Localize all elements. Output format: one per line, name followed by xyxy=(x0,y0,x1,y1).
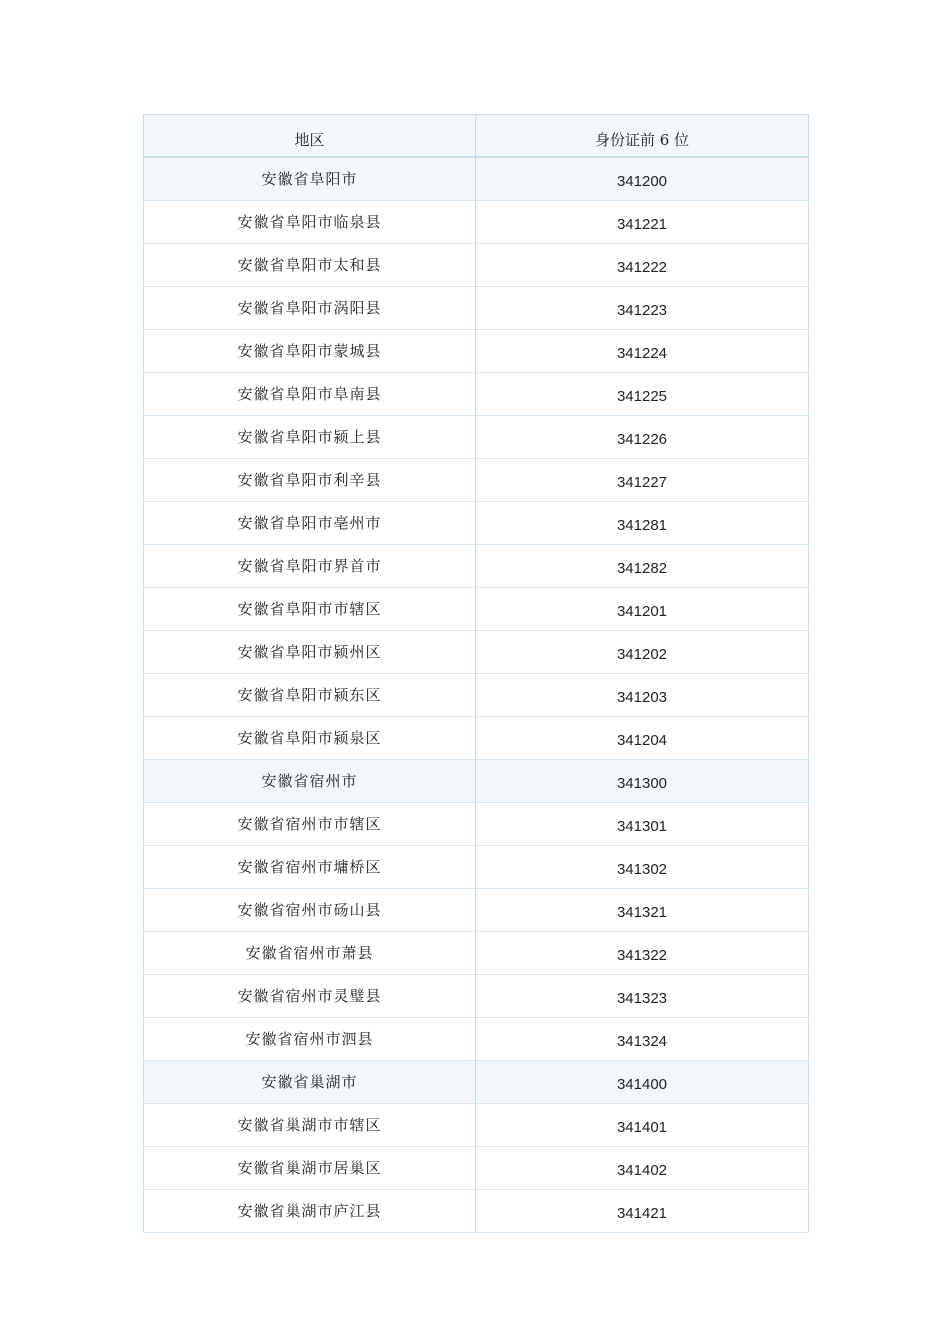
region-cell: 安徽省阜阳市临泉县 xyxy=(144,200,476,243)
table-row xyxy=(144,1189,809,1232)
id-prefix-cell: 341400 xyxy=(476,1060,809,1103)
id-prefix-cell: 341323 xyxy=(476,974,809,1017)
region-code-table xyxy=(143,114,809,1233)
region-cell: 安徽省巢湖市庐江县 xyxy=(144,1189,476,1232)
id-prefix-cell: 341301 xyxy=(476,802,809,845)
region-cell: 安徽省宿州市 xyxy=(144,759,476,802)
table-row xyxy=(144,716,809,759)
table-body xyxy=(144,157,809,1233)
region-cell: 安徽省阜阳市涡阳县 xyxy=(144,286,476,329)
table-row xyxy=(144,458,809,501)
id-prefix-cell: 341200 xyxy=(476,157,809,201)
id-prefix-cell: 341321 xyxy=(476,888,809,931)
table-row xyxy=(144,888,809,931)
table-row xyxy=(144,802,809,845)
id-prefix-cell: 341204 xyxy=(476,716,809,759)
id-prefix-cell: 341227 xyxy=(476,458,809,501)
table-row xyxy=(144,286,809,329)
region-cell: 安徽省阜阳市颍上县 xyxy=(144,415,476,458)
table-row-city xyxy=(144,157,809,201)
id-prefix-cell: 341223 xyxy=(476,286,809,329)
table-row xyxy=(144,1146,809,1189)
id-prefix-cell: 341203 xyxy=(476,673,809,716)
table-row xyxy=(144,845,809,888)
id-prefix-cell: 341226 xyxy=(476,415,809,458)
id-prefix-cell: 341401 xyxy=(476,1103,809,1146)
id-prefix-cell: 341282 xyxy=(476,544,809,587)
table-row xyxy=(144,415,809,458)
table-row xyxy=(144,329,809,372)
region-cell: 安徽省阜阳市太和县 xyxy=(144,243,476,286)
table-row xyxy=(144,501,809,544)
region-cell: 安徽省阜阳市阜南县 xyxy=(144,372,476,415)
id-prefix-cell: 341225 xyxy=(476,372,809,415)
region-cell: 安徽省阜阳市 xyxy=(144,157,476,201)
region-cell: 安徽省宿州市市辖区 xyxy=(144,802,476,845)
table-row xyxy=(144,587,809,630)
table-row xyxy=(144,1017,809,1060)
id-prefix-cell: 341421 xyxy=(476,1189,809,1232)
region-cell: 安徽省宿州市砀山县 xyxy=(144,888,476,931)
id-prefix-cell: 341221 xyxy=(476,200,809,243)
region-column-header: 地区 xyxy=(144,115,476,157)
region-cell: 安徽省巢湖市居巢区 xyxy=(144,1146,476,1189)
id-prefix-cell: 341201 xyxy=(476,587,809,630)
id-prefix-cell: 341224 xyxy=(476,329,809,372)
table-row xyxy=(144,544,809,587)
region-cell: 安徽省巢湖市 xyxy=(144,1060,476,1103)
table-row xyxy=(144,974,809,1017)
region-cell: 安徽省阜阳市利辛县 xyxy=(144,458,476,501)
region-cell: 安徽省宿州市泗县 xyxy=(144,1017,476,1060)
table-row xyxy=(144,372,809,415)
region-cell: 安徽省阜阳市颍州区 xyxy=(144,630,476,673)
region-cell: 安徽省阜阳市界首市 xyxy=(144,544,476,587)
region-cell: 安徽省巢湖市市辖区 xyxy=(144,1103,476,1146)
table-row xyxy=(144,931,809,974)
table-header-row xyxy=(144,115,809,157)
id-prefix-cell: 341222 xyxy=(476,243,809,286)
id-prefix-cell: 341281 xyxy=(476,501,809,544)
table-row xyxy=(144,630,809,673)
id-prefix-cell: 341302 xyxy=(476,845,809,888)
id-prefix-cell: 341402 xyxy=(476,1146,809,1189)
region-cell: 安徽省宿州市灵璧县 xyxy=(144,974,476,1017)
document-page xyxy=(143,114,808,1233)
id-prefix-cell: 341324 xyxy=(476,1017,809,1060)
table-row xyxy=(144,200,809,243)
region-cell: 安徽省阜阳市市辖区 xyxy=(144,587,476,630)
table-row-city xyxy=(144,759,809,802)
id-prefix-cell: 341322 xyxy=(476,931,809,974)
table-row xyxy=(144,243,809,286)
region-cell: 安徽省阜阳市颍东区 xyxy=(144,673,476,716)
region-cell: 安徽省宿州市墉桥区 xyxy=(144,845,476,888)
table-row xyxy=(144,673,809,716)
region-cell: 安徽省阜阳市颍泉区 xyxy=(144,716,476,759)
id-prefix-column-header: 身份证前 6 位 xyxy=(476,115,809,157)
id-prefix-cell: 341202 xyxy=(476,630,809,673)
region-cell: 安徽省宿州市萧县 xyxy=(144,931,476,974)
region-cell: 安徽省阜阳市亳州市 xyxy=(144,501,476,544)
id-prefix-cell: 341300 xyxy=(476,759,809,802)
table-row xyxy=(144,1103,809,1146)
table-row-city xyxy=(144,1060,809,1103)
region-cell: 安徽省阜阳市蒙城县 xyxy=(144,329,476,372)
